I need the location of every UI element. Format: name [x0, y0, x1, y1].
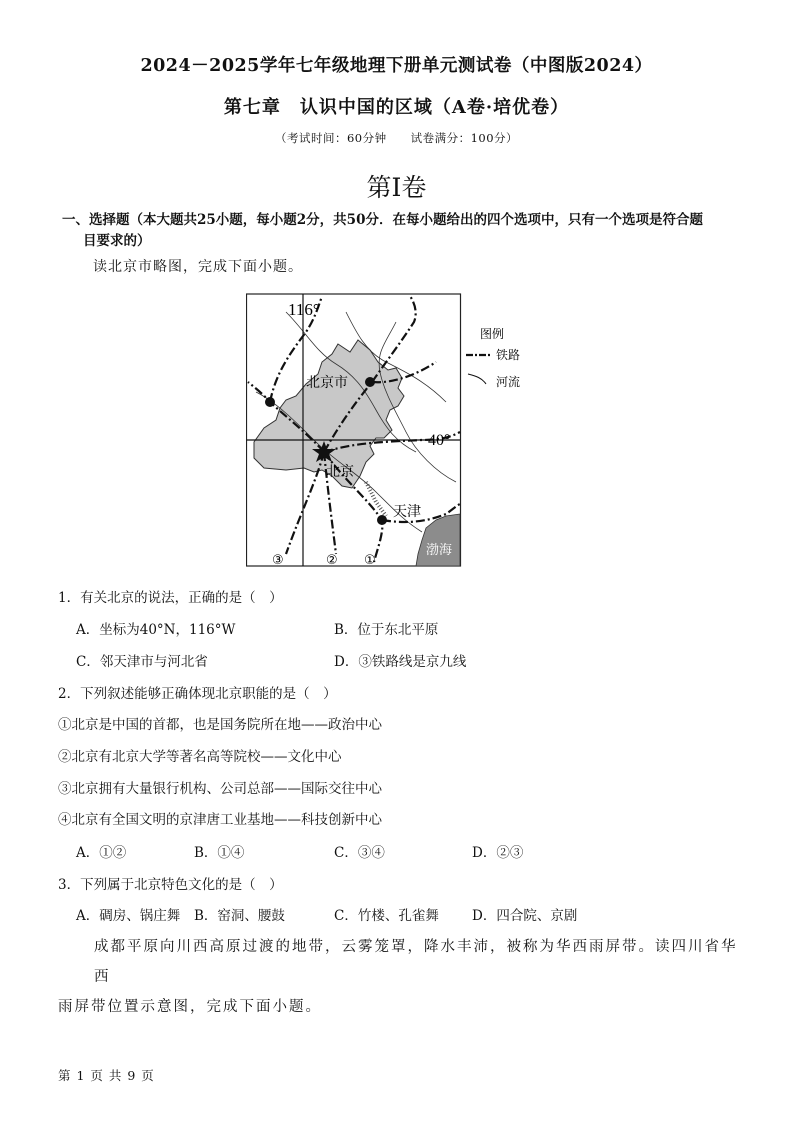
tianjin-dot — [377, 515, 387, 525]
beijing-label: 北京 — [326, 464, 354, 480]
q3-option-c: C．竹楼、孔雀舞 — [334, 908, 439, 924]
legend-rail-label: 铁路 — [496, 348, 521, 362]
map-intro: 读北京市略图，完成下面小题。 — [93, 259, 303, 275]
question-3-stem: 3．下列属于北京特色文化的是（ ） — [58, 877, 283, 893]
lat-label: 40° — [428, 432, 451, 449]
passage — [58, 932, 748, 1022]
chapter-title: 第七章 认识中国的区域（A卷·培优卷） — [223, 97, 570, 118]
legend-title: 图例 — [480, 327, 505, 341]
legend-river-icon — [468, 374, 486, 384]
city-dot — [365, 377, 375, 387]
q2-statement-3: ③北京拥有大量银行机构、公司总部——国际交往中心 — [58, 781, 382, 797]
q1-option-d: D．③铁路线是京九线 — [334, 654, 467, 670]
q2-statement-2: ②北京有北京大学等著名高等院校——文化中心 — [58, 749, 342, 765]
question-2-stem: 2．下列叙述能够正确体现北京职能的是（ ） — [58, 686, 337, 702]
rail-label-2: ② — [326, 553, 338, 568]
bohai-label: 渤海 — [426, 543, 453, 558]
exam-title: 2024－2025学年七年级地理下册单元测试卷（中图版2024） — [140, 56, 653, 76]
q2-statement-4: ④北京有全国文明的京津唐工业基地——科技创新中心 — [58, 812, 382, 828]
q2-option-b: B．①④ — [194, 845, 245, 861]
rail-label-3: ③ — [272, 553, 284, 568]
passage-line2: 雨屏带位置示意图，完成下面小题。 — [58, 999, 322, 1015]
question-1-stem: 1．有关北京的说法，正确的是（ ） — [58, 590, 283, 606]
volume-title: 第I卷 — [366, 173, 427, 202]
q1-option-c: C．邻天津市与河北省 — [76, 654, 208, 670]
page-footer: 第 1 页 共 9 页 — [58, 1068, 155, 1083]
q2-option-c: C．③④ — [334, 845, 385, 861]
passage-line1: 成都平原向川西高原过渡的地带，云雾笼罩，降水丰沛，被称为华西雨屏带。读四川省华西 — [94, 939, 738, 985]
section-heading-line2: 目要求的） — [83, 233, 151, 249]
city-dot — [265, 397, 275, 407]
q3-option-d: D．四合院、京剧 — [472, 908, 578, 924]
lon-label: 116° — [288, 300, 320, 319]
q3-option-a: A．碉房、锅庄舞 — [76, 908, 181, 924]
exam-info: （考试时间：60分钟 试卷满分：100分） — [274, 131, 519, 145]
tianjin-label: 天津 — [393, 504, 421, 520]
q2-option-a: A．①② — [76, 845, 127, 861]
q1-option-b: B．位于东北平原 — [334, 622, 439, 638]
q3-option-b: B．窑洞、腰鼓 — [194, 908, 285, 924]
legend-river-label: 河流 — [496, 375, 521, 389]
q1-option-a: A．坐标为40°N，116°W — [76, 622, 236, 638]
beijing-map — [246, 292, 546, 572]
q2-option-d: D．②③ — [472, 845, 524, 861]
q2-statement-1: ①北京是中国的首都，也是国务院所在地——政治中心 — [58, 717, 382, 733]
section-heading-line1: 一、选择题（本大题共25小题，每小题2分，共50分．在每小题给出的四个选项中，只有一个选项是符合题 — [62, 212, 703, 228]
section-heading — [62, 210, 742, 252]
rail-label-1: ① — [364, 553, 376, 568]
beijing-city-label: 北京市 — [306, 375, 348, 391]
